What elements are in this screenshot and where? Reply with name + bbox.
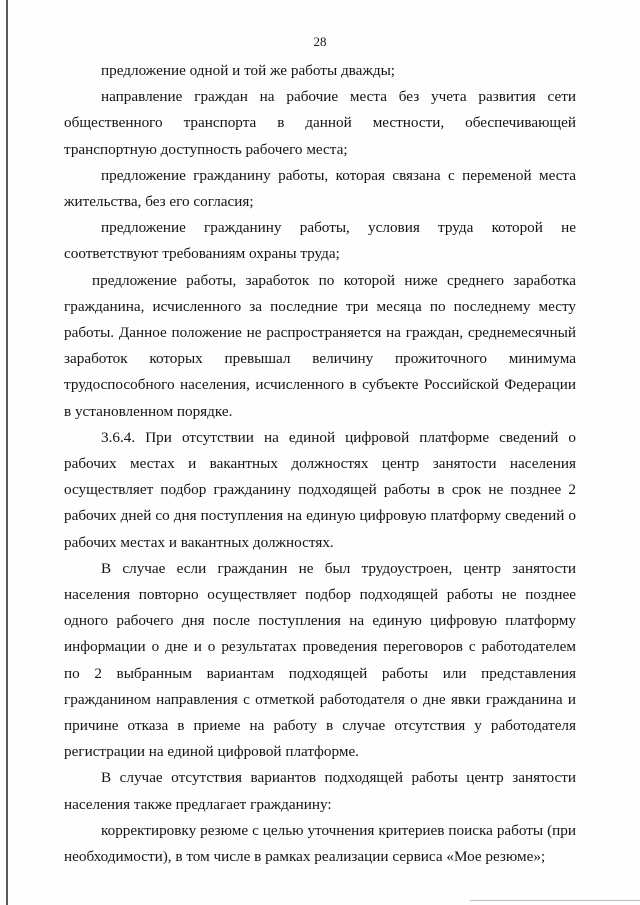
paragraph-section-3-6-4: 3.6.4. При отсутствии на единой цифровой платформе сведений о рабочих местах и вакантных должностях центр занятости населения осуществляет подбор гражданину подходящей работы в срок не позднее 2 рабочих дней со дня поступления на единую цифровую платформу сведений о рабочих местах и вакантных должностях.: [64, 428, 576, 551]
scan-edge-bottom: [470, 900, 640, 901]
paragraph-low-salary: предложение работы, заработок по которой ниже среднего заработка гражданина, исчисленного за последние три месяца по последнему месту работы. Данное положение не распространяется на граждан, среднемесячный заработок которых превышал величину прожиточного минимума трудоспособного населения, исчисленного в субъекте Российской Федерации в установленном порядке.: [64, 271, 576, 420]
page-number: 28: [313, 34, 327, 49]
scan-edge-left: [6, 0, 8, 905]
paragraph-duplicate-offer: предложение одной и той же работы дважды;: [101, 62, 396, 79]
paragraph-relocation: предложение гражданину работы, которая связана с переменой места жительства, без его согласия;: [64, 166, 576, 211]
paragraph-labor-safety: предложение гражданину работы, условия труда которой не соответствуют требованиям охраны труда;: [64, 219, 576, 263]
paragraph-transport: направление граждан на рабочие места без учета развития сети общественного транспорта в данной местности, обеспечивающей транспортную доступность рабочего места;: [64, 88, 576, 158]
paragraph-resume-correction: корректировку резюме с целью уточнения критериев поиска работы (при необходимости), в том числе в рамках реализации сервиса «Мое резюме»;: [64, 821, 576, 866]
paragraph-not-employed: В случае если гражданин не был трудоустроен, центр занятости населения повторно осуществляет подбор подходящей работы не позднее одного рабочего дня после поступления на единую цифровую платформу информации о дне и о результатах проведения переговоров с работодателем по 2 выбранным вариантам подходящей работы или представления гражданином направления с отметкой работодателя о дне явки гражданина и причине отказа в приеме на работу в случае отсутствия у работодателя регистрации на единой цифровой платформе.: [64, 559, 576, 761]
paragraph-no-variants: В случае отсутствия вариантов подходящей работы центр занятости населения также предлагает гражданину:: [64, 769, 576, 813]
document-body: [64, 58, 576, 870]
